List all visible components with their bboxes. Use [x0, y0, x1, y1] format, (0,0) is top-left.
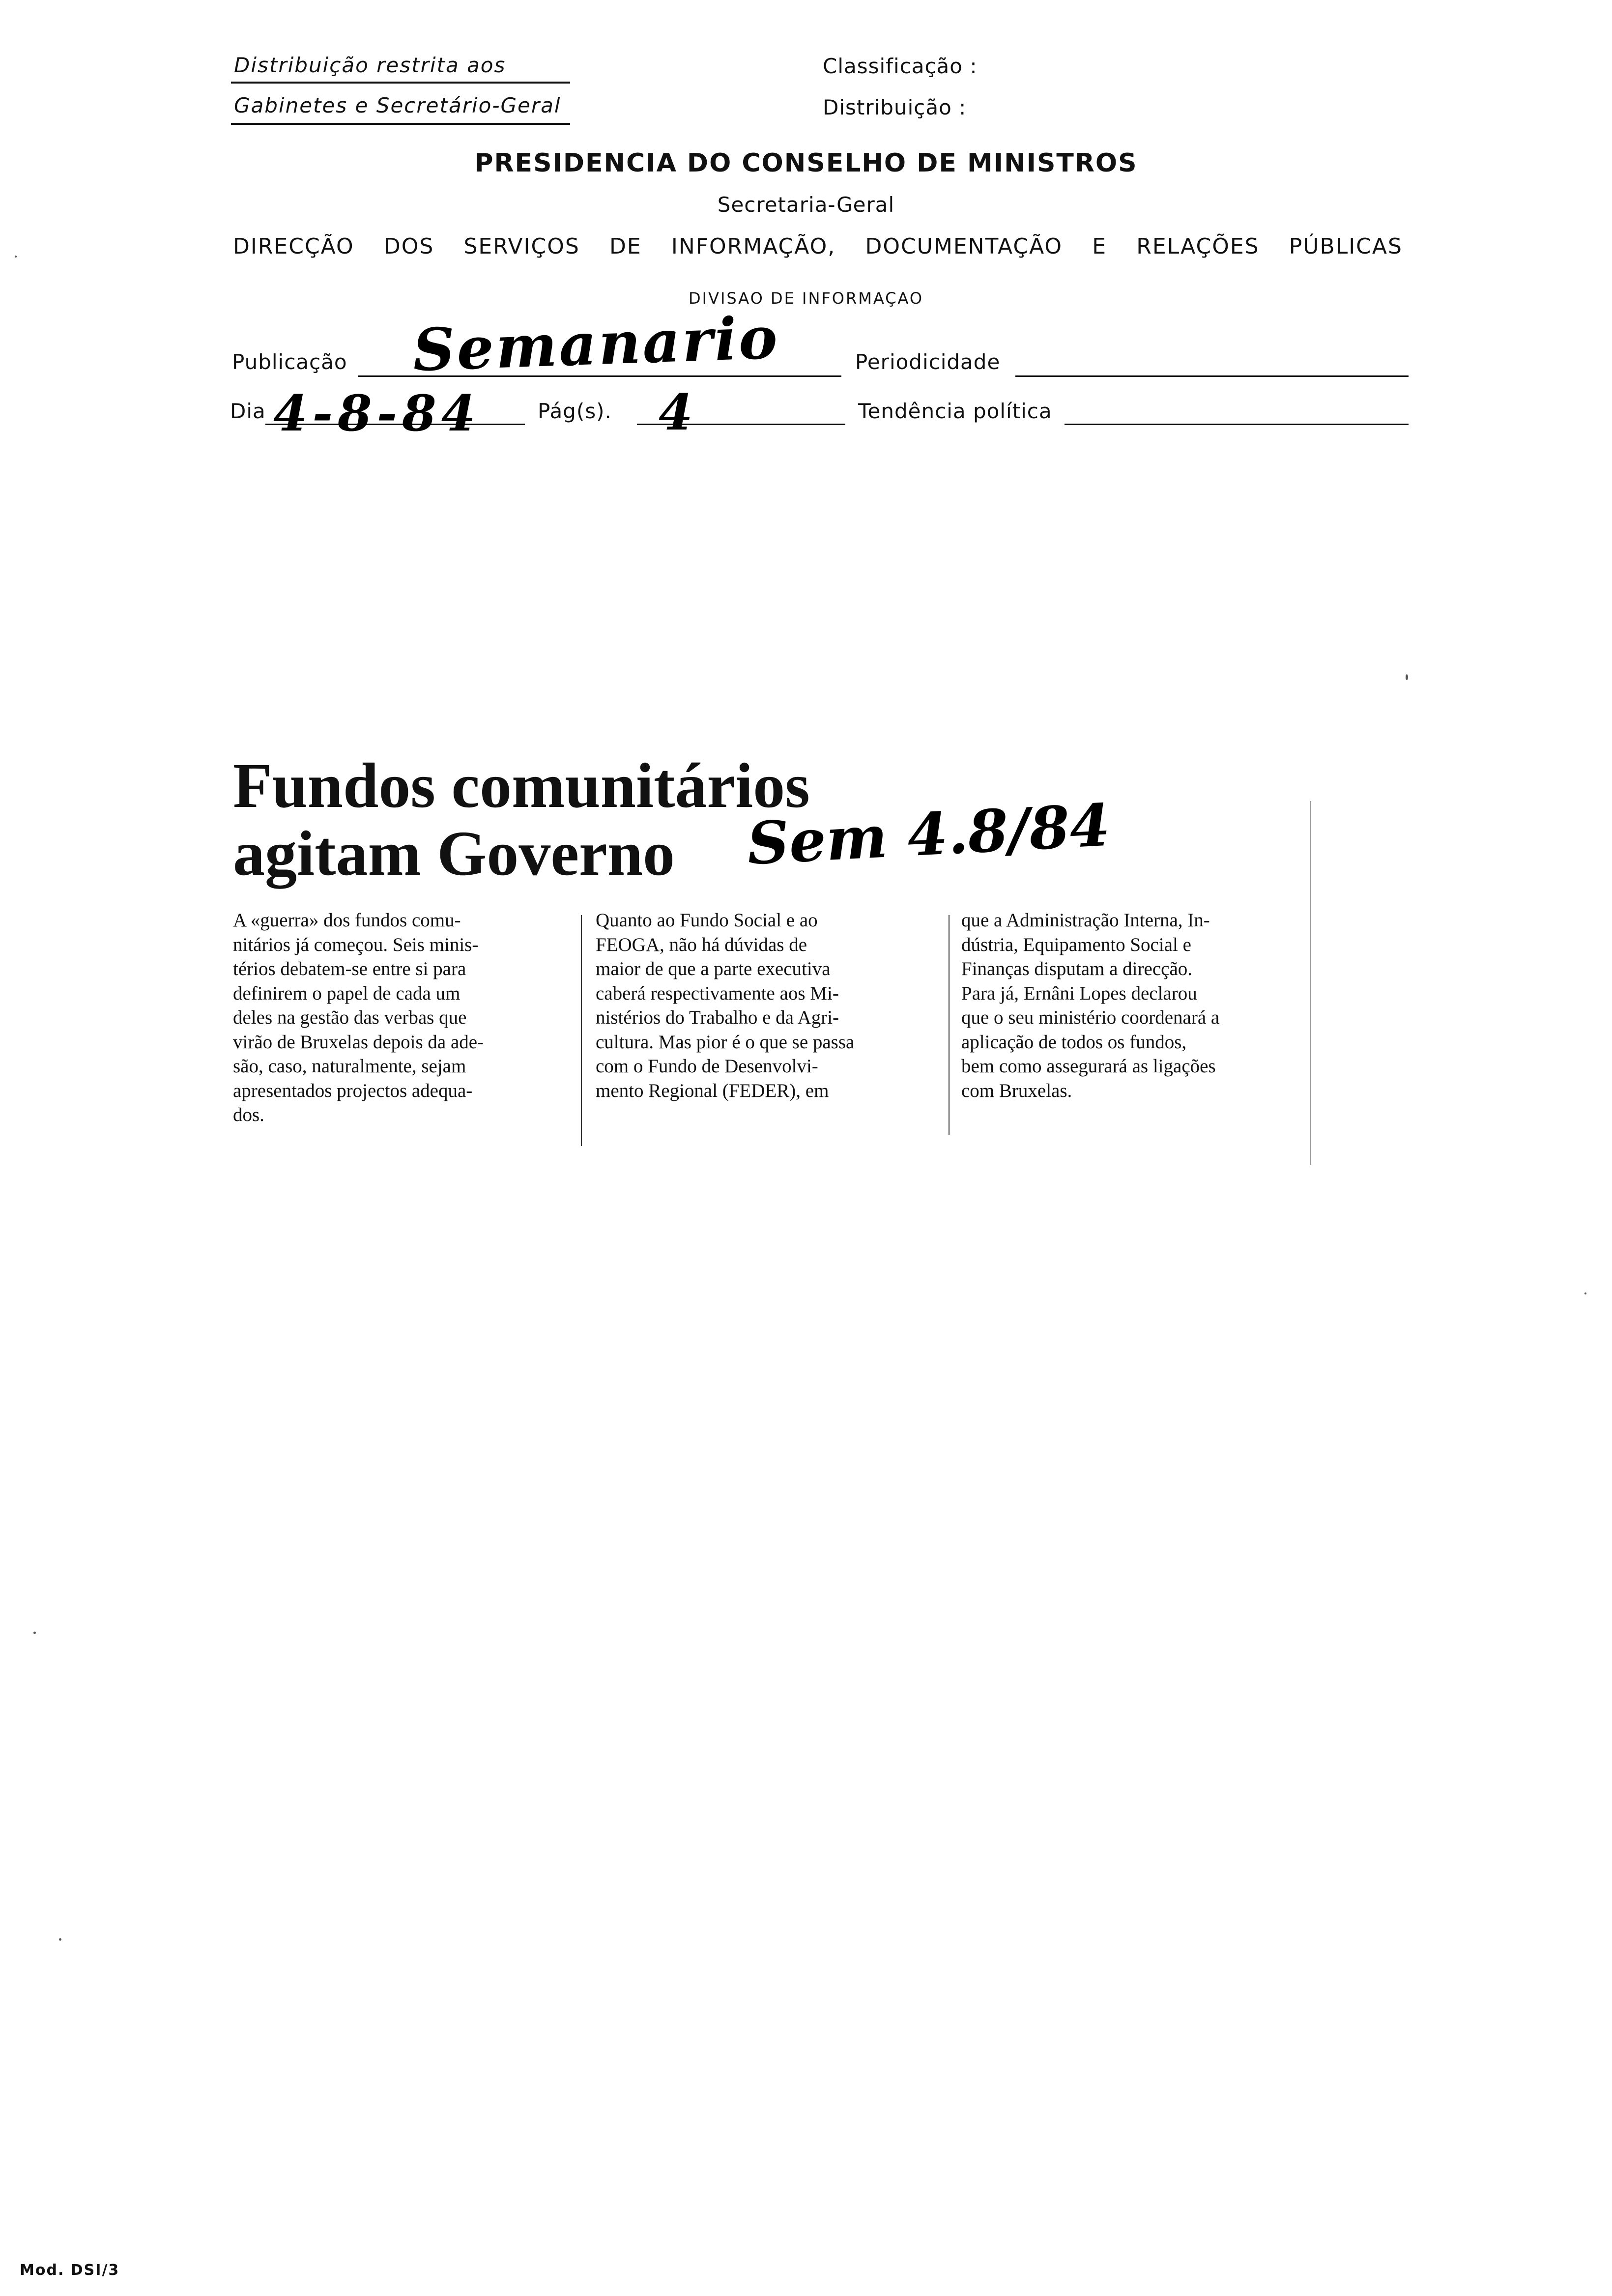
restriction-underline-2: [231, 123, 570, 125]
org-subtitle: Secretaria-Geral: [717, 193, 895, 217]
direction-word: RELAÇÕES: [1136, 234, 1260, 259]
dia-value: 4-8-84: [273, 384, 481, 442]
direction-word: INFORMAÇÃO,: [671, 234, 836, 259]
scan-speck: [33, 1632, 36, 1634]
article-column-3: que a Administração Interna, In- dústria, Equipamento Social e Finanças disputam a direcção. Para já, Ernâni Lopes declarou que o seu ministério coordenará a aplicação de todos os fundos, bem como assegurará as ligações com Bruxelas.: [961, 910, 1220, 1101]
article-headline-line-1: Fundos comunitários: [233, 750, 810, 821]
scan-speck: [1406, 674, 1408, 680]
scan-speck: [59, 1938, 61, 1941]
direction-line: [233, 234, 1403, 259]
periodicidade-rule: [1015, 375, 1409, 377]
article-headline-line-2: agitam Governo: [233, 818, 675, 889]
tendencia-label: Tendência política: [858, 399, 1052, 423]
direction-word: DOCUMENTAÇÃO: [865, 234, 1063, 259]
restriction-line-2: Gabinetes e Secretário-Geral: [234, 93, 561, 117]
direction-word: E: [1092, 234, 1107, 259]
pags-value: 4: [659, 383, 693, 441]
restriction-line-1: Distribuição restrita aos: [234, 53, 506, 77]
tendencia-rule: [1065, 424, 1409, 425]
classificacao-label: Classificação :: [823, 54, 978, 78]
article-column-2: Quanto ao Fundo Social e ao FEOGA, não há dúvidas de maior de que a parte executiva caberá respectivamente aos Mi- nistérios do Trabalho e da Agri- cultura. Mas pior é o que se passa com o Fundo de Desenvolvi- mento Regional (FEDER), em: [596, 910, 855, 1101]
column-divider-2: [949, 915, 950, 1135]
publicacao-label: Publicação: [232, 350, 347, 374]
direction-word: PÚBLICAS: [1289, 234, 1403, 259]
distribuicao-label: Distribuição :: [823, 95, 967, 119]
model-code: Mod. DSI/3: [20, 2262, 120, 2279]
pags-label: Pág(s).: [538, 399, 612, 423]
article-column-1: A «guerra» dos fundos comu- nitários já começou. Seis minis- térios debatem-se entre si para definirem o papel de cada um deles na gestão das verbas que virão de Bruxelas depois da ade- são, caso, naturalmente, sejam apresentados projectos adequa- dos.: [233, 910, 484, 1125]
direction-word: DOS: [383, 234, 434, 259]
direction-word: DIRECÇÃO: [233, 234, 354, 259]
handwritten-date-note: Sem 4.8/84: [745, 790, 1112, 878]
clipping-right-edge: [1310, 801, 1311, 1165]
direction-word: DE: [609, 234, 642, 259]
org-title: PRESIDENCIA DO CONSELHO DE MINISTROS: [474, 148, 1138, 178]
direction-word: SERVIÇOS: [463, 234, 580, 259]
periodicidade-label: Periodicidade: [855, 350, 1001, 374]
dia-label: Dia: [230, 399, 266, 423]
publicacao-value: Semanario: [411, 303, 780, 384]
column-divider-1: [581, 915, 582, 1146]
scan-speck: [1584, 1292, 1586, 1294]
division-label: DIVISAO DE INFORMAÇAO: [688, 289, 924, 308]
restriction-underline-1: [231, 82, 570, 84]
scan-speck: [15, 256, 17, 258]
